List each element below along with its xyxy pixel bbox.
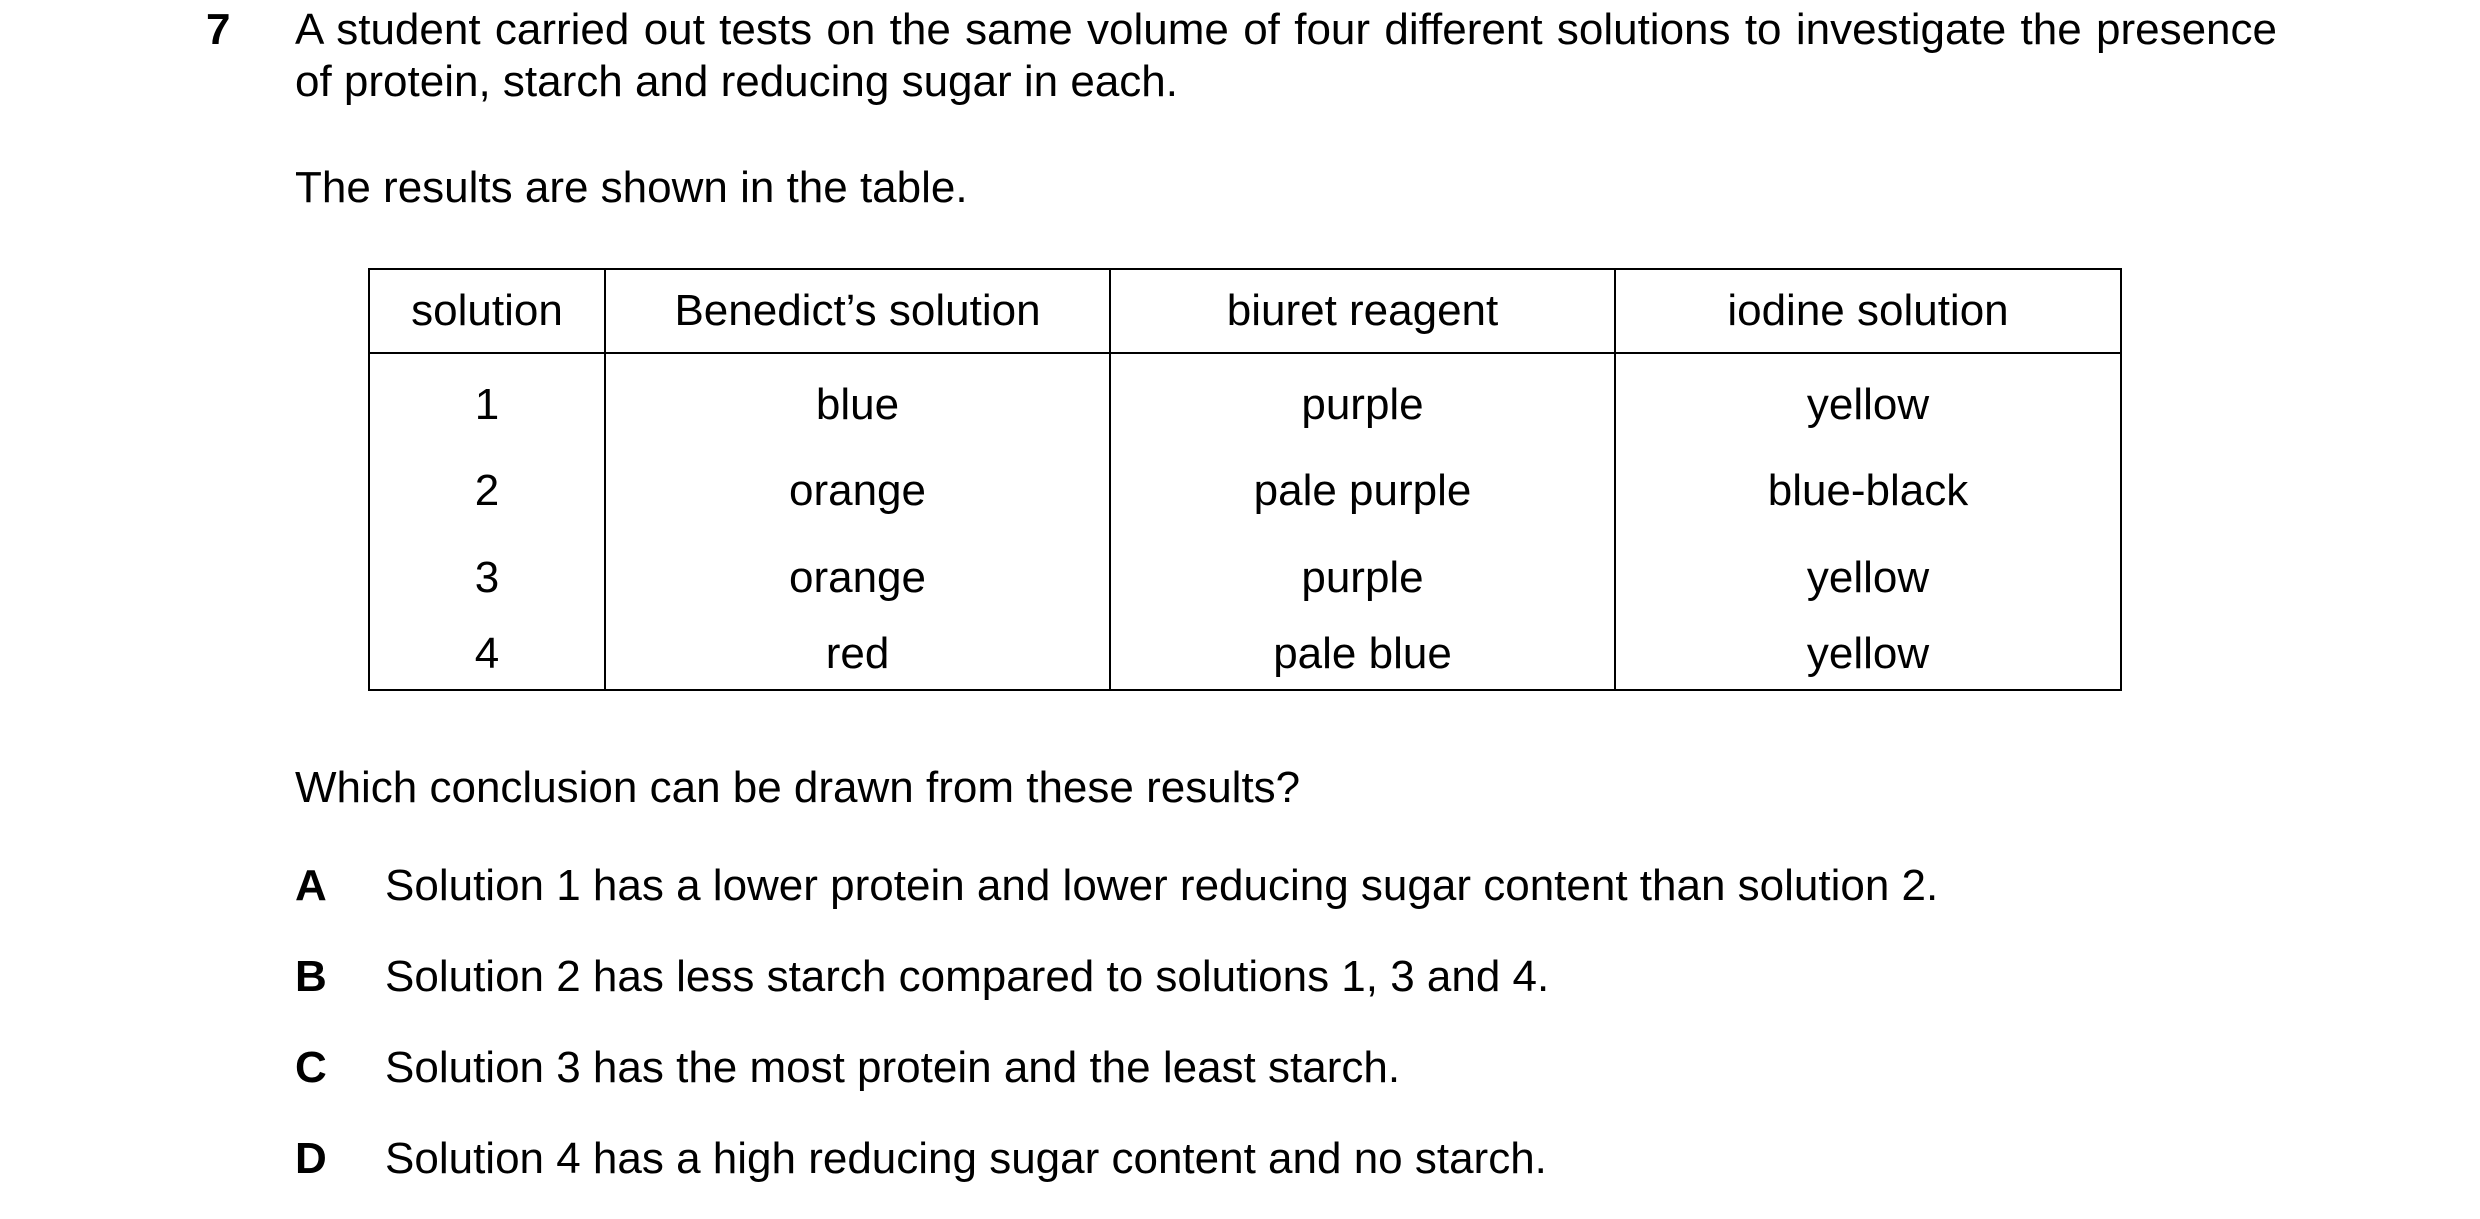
header-benedicts-solution: Benedict’s solution <box>605 269 1110 353</box>
cell-biuret: pale blue <box>1110 621 1615 690</box>
cell-biuret: pale purple <box>1110 447 1615 534</box>
question-number: 7 <box>206 5 231 54</box>
option-letter: A <box>295 861 327 910</box>
cell-benedicts: blue <box>605 353 1110 447</box>
cell-benedicts: orange <box>605 534 1110 621</box>
results-table <box>368 268 2122 691</box>
cell-benedicts: orange <box>605 447 1110 534</box>
cell-biuret: purple <box>1110 534 1615 621</box>
cell-solution: 3 <box>369 534 605 621</box>
option-c[interactable] <box>295 1042 1400 1094</box>
table-row <box>369 621 2121 690</box>
option-letter: C <box>295 1043 327 1092</box>
option-b[interactable] <box>295 951 1549 1003</box>
cell-biuret: purple <box>1110 353 1615 447</box>
option-text: Solution 2 has less starch compared to solutions 1, 3 and 4. <box>385 952 1550 1001</box>
cell-solution: 4 <box>369 621 605 690</box>
results-intro: The results are shown in the table. <box>295 163 968 212</box>
option-text: Solution 4 has a high reducing sugar content and no starch. <box>385 1134 1547 1183</box>
header-iodine-solution: iodine solution <box>1615 269 2121 353</box>
question-stem: A student carried out tests on the same volume of four different solutions to investigate the presence of protein, starch and reducing sugar in each. <box>295 5 2277 106</box>
option-a[interactable] <box>295 860 1938 912</box>
table-row <box>369 353 2121 447</box>
table-row <box>369 534 2121 621</box>
question-prompt: Which conclusion can be drawn from these results? <box>295 763 1301 812</box>
option-letter: D <box>295 1134 327 1183</box>
option-letter: B <box>295 952 327 1001</box>
header-biuret-reagent: biuret reagent <box>1110 269 1615 353</box>
cell-iodine: yellow <box>1615 621 2121 690</box>
option-text: Solution 1 has a lower protein and lower reducing sugar content than solution 2. <box>385 861 1939 910</box>
cell-iodine: yellow <box>1615 353 2121 447</box>
option-text: Solution 3 has the most protein and the least starch. <box>385 1043 1401 1092</box>
table-header-row <box>369 269 2121 353</box>
option-d[interactable] <box>295 1133 1547 1185</box>
cell-solution: 2 <box>369 447 605 534</box>
cell-iodine: yellow <box>1615 534 2121 621</box>
cell-benedicts: red <box>605 621 1110 690</box>
header-solution: solution <box>369 269 605 353</box>
cell-solution: 1 <box>369 353 605 447</box>
table-row <box>369 447 2121 534</box>
cell-iodine: blue-black <box>1615 447 2121 534</box>
